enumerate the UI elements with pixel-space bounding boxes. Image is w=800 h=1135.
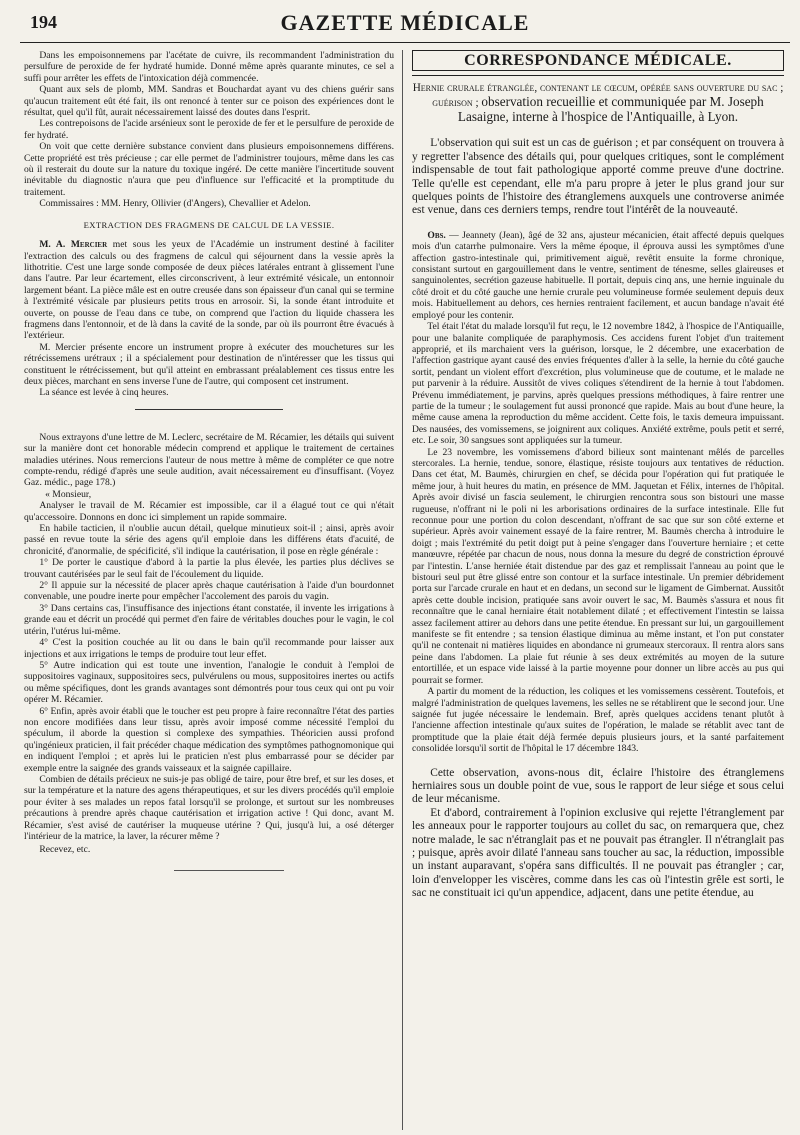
paragraph: En habile tacticien, il n'oublie aucun détail, quelque minutieux soit-il ; ainsi, après avoir passé en revue toute la série des agens qu'il emploie dans les différens états d'acuité, de chronicité, d'anormalie, de spécificité, s'il indique la cautérisation, il pose en règle générale :	[24, 523, 394, 557]
page-number: 194	[30, 12, 57, 32]
speaker-name: M. A. Mercier	[39, 239, 108, 251]
paragraph-text: met sous les yeux de l'Académie un instrument destiné à faciliter l'extraction des calculs ou des fragmens de calcul qui séjournent dans la vessie après la lithotritie. C'est une large sonde composée de deux pièces latérales entrant à glissement l'une dans l'autre. Par leur écartement, elles circonscrivent, à leur extrémité vésicale, un entonnoir largement béant. La pièce mâle est en outre creusée dans son épaisseur d'un canal qui se termine à l'extrémité vésicale par plusieurs petits trous en arrosoir. Si, la sonde étant introduite et ouverte, on pousse de l'eau dans ce tube, on comprend que l'action du liquide chassera les fragmens dans l'entonnoir, et de là dans la cavité de la sonde, par où ils pourront être évacués à l'extérieur.	[24, 239, 394, 342]
paragraph	[412, 230, 784, 321]
left-column	[24, 50, 394, 871]
paragraph: Le 23 novembre, les vomissemens d'abord bilieux sont maintenant mêlés de parcelles stercorales. La hernie, tendue, sonore, élastique, résiste toujours aux tentatives de réduction. Dans cet état, M. Baumès, chirurgien en chef, se décida pour l'opération qui fut pratiquée le même jour, à huit heures du matin, en présence de MM. Jaquetan et Félix, internes de l'hôpital. Après avoir divisé un fascia seulement, le chirurgien rencontra sous son bistouri une masse rugueuse, n'offrant ni le poli ni les arborisations ordinaires de la surface intestinale. Elle fut reconnue pour une portion du colon descendant, n'offrant de sac que sur son côté externe et supérieur. Après avoir vainement essayé de la faire rentrer, M. Baumès chercha à introduire le doigt ; mais l'extrémité du petit doigt put à peine s'engager dans l'ouverture herniaire ; et cette manœuvre, répétée par chacun de nous, nous donna la mesure du degré de constriction éprouvé par l'intestin. L'anse herniée était distendue par des gaz et remplissait l'anneau au point que le bistouri seul put être glissé entre son contour et la surface intestinale. Un premier débridement porta sur l'arcade crurale en haut et en dedans, un second sur le ligament de Gimbernat. Aussitôt après cette double incision, pratiquée sans avoir ouvert le sac, M. Baumès s'assura et nous fit reconnaître que le canal herniaire était notablement dilaté ; et effectivement l'intestin se laissa assez facilement attirer au dehors dans une petite étendue. En pressant sur lui, un gargouillement manifeste se fit entendre ; sa tension élastique diminua au même instant, et l'on put constater qu'il ne contenait ni matières liquides en abondance ni grumeaux stercoraux. Il rentra alors sans peine dans l'abdomen. La plaie fut réunie à ses deux extrémités au moyen de la suture entortillée, et un espace vide laissé à la partie moyenne pour donner un libre accès au pus qui pourrait se former.	[412, 446, 784, 686]
paragraph: On voit que cette dernière substance convient dans plusieurs empoisonnemens différens. Cette propriété est très précieuse ; car elle permet de l'administrer toujours, même dans les cas où il resterait du doute sur la nature du toxique ingéré. De cette manière l'incertitude souvent inévitable du diagnostic n'aura que peu d'influence sur l'efficacité et la promptitude du traitement.	[24, 141, 394, 198]
box-underline	[412, 75, 784, 76]
list-item: 3° Dans certains cas, l'insuffisance des injections étant constatée, il invente les irrigations à grande eau et décrit un procédé qui permet d'en faire de véritables douches pour le vagin, le col utérin, l'utérus lui-même.	[24, 602, 394, 637]
paragraph: Nous extrayons d'une lettre de M. Leclerc, secrétaire de M. Récamier, les détails qui suivent sur la manière dont cet honorable médecin comprend et applique le traitement de certaines maladies utérines. Nous remercions l'auteur de nous mettre à même de compléter ce que notre compte-rendu, rédigé d'après une seule audition, avait nécessairement eu d'insuffisant. (Voyez Gaz. médic., page 178.)	[24, 431, 394, 489]
list-item: 6° Enfin, après avoir établi que le toucher est peu propre à faire reconnaître l'état des parties non encore modifiées dans leur tissu, après avoir imposé comme nécessité l'emploi du spéculum, il aborde la question si complexe des sympathies. Théoricien aussi profond qu'ingénieux praticien, il fait précéder chaque médication des symptômes pathognomonique qui en indiquent l'emploi ; et après lui le praticien n'est plus embarrassé pour se décider par exemple entre la saignée des grands vaisseaux et la saignée capillaire.	[24, 705, 394, 774]
list-item: 4° C'est la position couchée au lit ou dans le bain qu'il recommande pour laisser aux injections et aux irrigations le temps de produire tout leur effet.	[24, 637, 394, 660]
paragraph: Dans les empoisonnemens par l'acétate de cuivre, ils recommandent l'administration du persulfure de peroxide de fer hydraté humide. Donné même après quarante minutes, ce sel a suffi pour arrêter les effets de l'intoxication déjà commencée.	[24, 50, 394, 84]
section-heading: EXTRACTION DES FRAGMENS DE CALCUL DE LA VESSIE.	[83, 219, 335, 230]
list-item: 2° Il appuie sur la nécessité de placer après chaque cautérisation à l'aide d'un bourdonnet convenable, une poudre inerte pour empêcher l'accolement des parois du vagin.	[24, 580, 394, 603]
right-column	[412, 50, 784, 901]
paragraph: A partir du moment de la réduction, les coliques et les vomissemens cessèrent. Toutefois, et malgré l'administration de quelques lavemens, les selles ne se rétablirent que le second jour. Une saignée fut jugée nécessaire le lendemain. Bref, après quelques accidens tenant plutôt à l'ancienne affection intestinale qu'aux suites de l'opération, le malade se rétablit avec tant de promptitude que la plaie était déjà fermée depuis plusieurs jours, et la santé parfaitement consolidée lorsqu'il sortit de l'hôpital le 17 décembre 1843.	[412, 686, 784, 755]
separator-rule	[135, 409, 283, 410]
paragraph: Combien de détails précieux ne suis-je pas obligé de taire, pour être bref, et sur les doses, et sur la température et la nature des agens thérapeutiques, et sur les divers procédés qu'il emploie pour éviter à ses malades un repos fatal lorsqu'il se prolonge, et surtout sur les nombreuses précautions à prendre après chaque cautérisation et irrigation active ! Qui donc, avant M. Récamier, s'est avisé de cautériser la muqueuse utérine ? Qui, jusqu'à lui, a osé déterger l'intérieur de la matrice, la laver, la récurer même ?	[24, 773, 394, 842]
intro-paragraph: L'observation qui suit est un cas de guérison ; et par conséquent on trouvera à y regretter l'absence des détails qui, pour quelques critiques, sont le complément indispensable de tout fait pathologique apporté comme preuve d'une doctrine. Telle qu'elle est cependant, elle m'a paru propre à jeter le plus grand jour sur quelques points de l'histoire des étranglemens auxquels une controverse animée est venue, dans ces derniers temps, rendre tout l'intérêt de la nouveauté.	[412, 137, 784, 217]
paragraph: Et d'abord, contrairement à l'opinion exclusive qui rejette l'étranglement par les anneaux pour le rapporter toujours au collet du sac, on remarquera que, chez notre malade, le sac n'étranglait pas et ne pouvait pas étrangler. Il n'étranglait pas ; puisque, après avoir dilaté l'anneau sans toucher au sac, la réduction, impossible un instant auparavant, s'opéra sans difficultés. Il ne pouvait pas étrangler ; car, loin d'envelopper les viscères, comme dans les cas où l'intestin grêle est sorti, le sac ne constituait ici qu'un appendice, adjacent, dans une petite étendue, au	[412, 806, 784, 900]
article-title	[412, 81, 784, 125]
paragraph: M. Mercier présente encore un instrument propre à exécuter des mouchetures sur les rétrécissemens urétraux ; il a spécialement pour destination de n'intéresser que les tissus qui constituent le rétrécissement, but qu'il atteint en embrassant préalablement ces tissus entre les deux pièces, marchant en sens inverse l'une de l'autre, qui composent cet instrument.	[24, 341, 394, 387]
article-title-part: Hernie crurale étranglée, contenant le cœcum, opérée sans ouverture du sac ; guérison ;	[412, 82, 784, 110]
list-item: 5° Autre indication qui est toute une invention, l'analogie le conduit à l'emploi de suppositoires vaginaux, suppositoires secs, pulvérulens ou mous, suppositoires inertes ou actifs ou même spécifiques, dont les grands avantages sont démontrés pour tous ceux qui ont pu voir opérer M. Récamier.	[24, 659, 394, 706]
paragraph: Analyser le travail de M. Récamier est impossible, car il a élagué tout ce qui n'était qu'accessoire. Donnons en donc ici simplement un rapide sommaire.	[24, 500, 394, 523]
paragraph: La séance est levée à cinq heures.	[39, 387, 169, 399]
end-rule	[174, 870, 284, 871]
article-title-part: observation recueillie et communiquée par M. Joseph Lasaigne, interne à l'hospice de l'Antiquaille, à Lyon.	[457, 94, 764, 125]
journal-title: GAZETTE MÉDICALE	[280, 10, 530, 35]
column-divider	[402, 50, 403, 1130]
obs-label: Obs.	[427, 229, 446, 241]
paragraph: Tel était l'état du malade lorsqu'il fut reçu, le 12 novembre 1842, à l'hospice de l'Antiquaille, pour une balanite compliquée de paraphymosis. Ces accidens furent l'objet d'un traitement approprié, et ils marchaient vers la guérison, lorsque, le 2 décembre, une exacerbation de l'affection gastrique ayant causé des envies fréquentes d'aller à la selle, la hernie du côté gauche sortit, pendant un violent effort d'excrétion, plus volumineuse que de coutume, et le malade ne put parvenir à la réduire. Aussitôt de vives coliques s'étendirent de la hernie à tout l'abdomen. Prévenu immédiatement, je parvins, après quelques pressions méthodiques, à faire rentrer une partie de la tumeur ; le soulagement fut aussi prononcé que rapide. Mais au bout d'une heure, la même cause amena la reproduction du même accident. Cette fois, le taxis demeura impuissant. Des nausées, des vomissemens, se joignirent aux coliques. Anxiété extrême, pouls petit et serré, etc. Le soir, 30 sangsues sont appliquées sur la tumeur.	[412, 321, 784, 447]
paragraph: Cette observation, avons-nous dit, éclaire l'histoire des étranglemens herniaires sous un double point de vue, sous le rapport de leur siége et sous celui de leur mécanisme.	[412, 766, 784, 806]
paragraph: Quant aux sels de plomb, MM. Sandras et Bouchardat ayant vu des chiens guérir sans qu'aucun traitement eût été fait, ils ont renoncé à tenter sur ce poison des expériences dont le résultat, quel qu'il fût, aurait nécessairement laissé des doutes dans l'esprit.	[24, 84, 394, 119]
paragraph-text: — Jeannety (Jean), âgé de 32 ans, ajusteur mécanicien, était affecté depuis quelques mois d'un catarrhe pulmonaire. Vers la même époque, il éprouva aussi les symptômes d'une affection gastro-intestinale qui, primitivement aiguë, revêtit ensuite la forme chronique, consistant surtout en gargouillement dans le ventre, sentiment de ténesme, selles glaireuses et sanguinolentes, secrétion gazeuse habituelle. Il portait, depuis cinq ans, une hernie inguinale du côté droit et du côté gauche une hernie crurale peu volumineuse formée seulement depuis deux mois. Habituellement au dehors, ces hernies rentraient facilement, et aucun bandage n'avait été employé pour les contenir.	[412, 229, 784, 321]
salutation: « Monsieur,	[45, 488, 92, 500]
section-box-title: CORRESPONDANCE MÉDICALE.	[412, 50, 784, 71]
page-header	[20, 8, 790, 43]
closing: Recevez, etc.	[39, 844, 91, 856]
list-item: 1° De porter le caustique d'abord à la partie la plus élevée, les parties plus déclives se trouvant cautérisées par le seul fait de l'écoulement du liquide.	[24, 557, 394, 580]
paragraph: Les contrepoisons de l'acide arsénieux sont le peroxide de fer et le persulfure de peroxide de fer hydraté.	[24, 118, 394, 141]
paragraph: Commissaires : MM. Henry, Ollivier (d'Angers), Chevallier et Adelon.	[39, 198, 311, 210]
paragraph	[24, 239, 394, 342]
